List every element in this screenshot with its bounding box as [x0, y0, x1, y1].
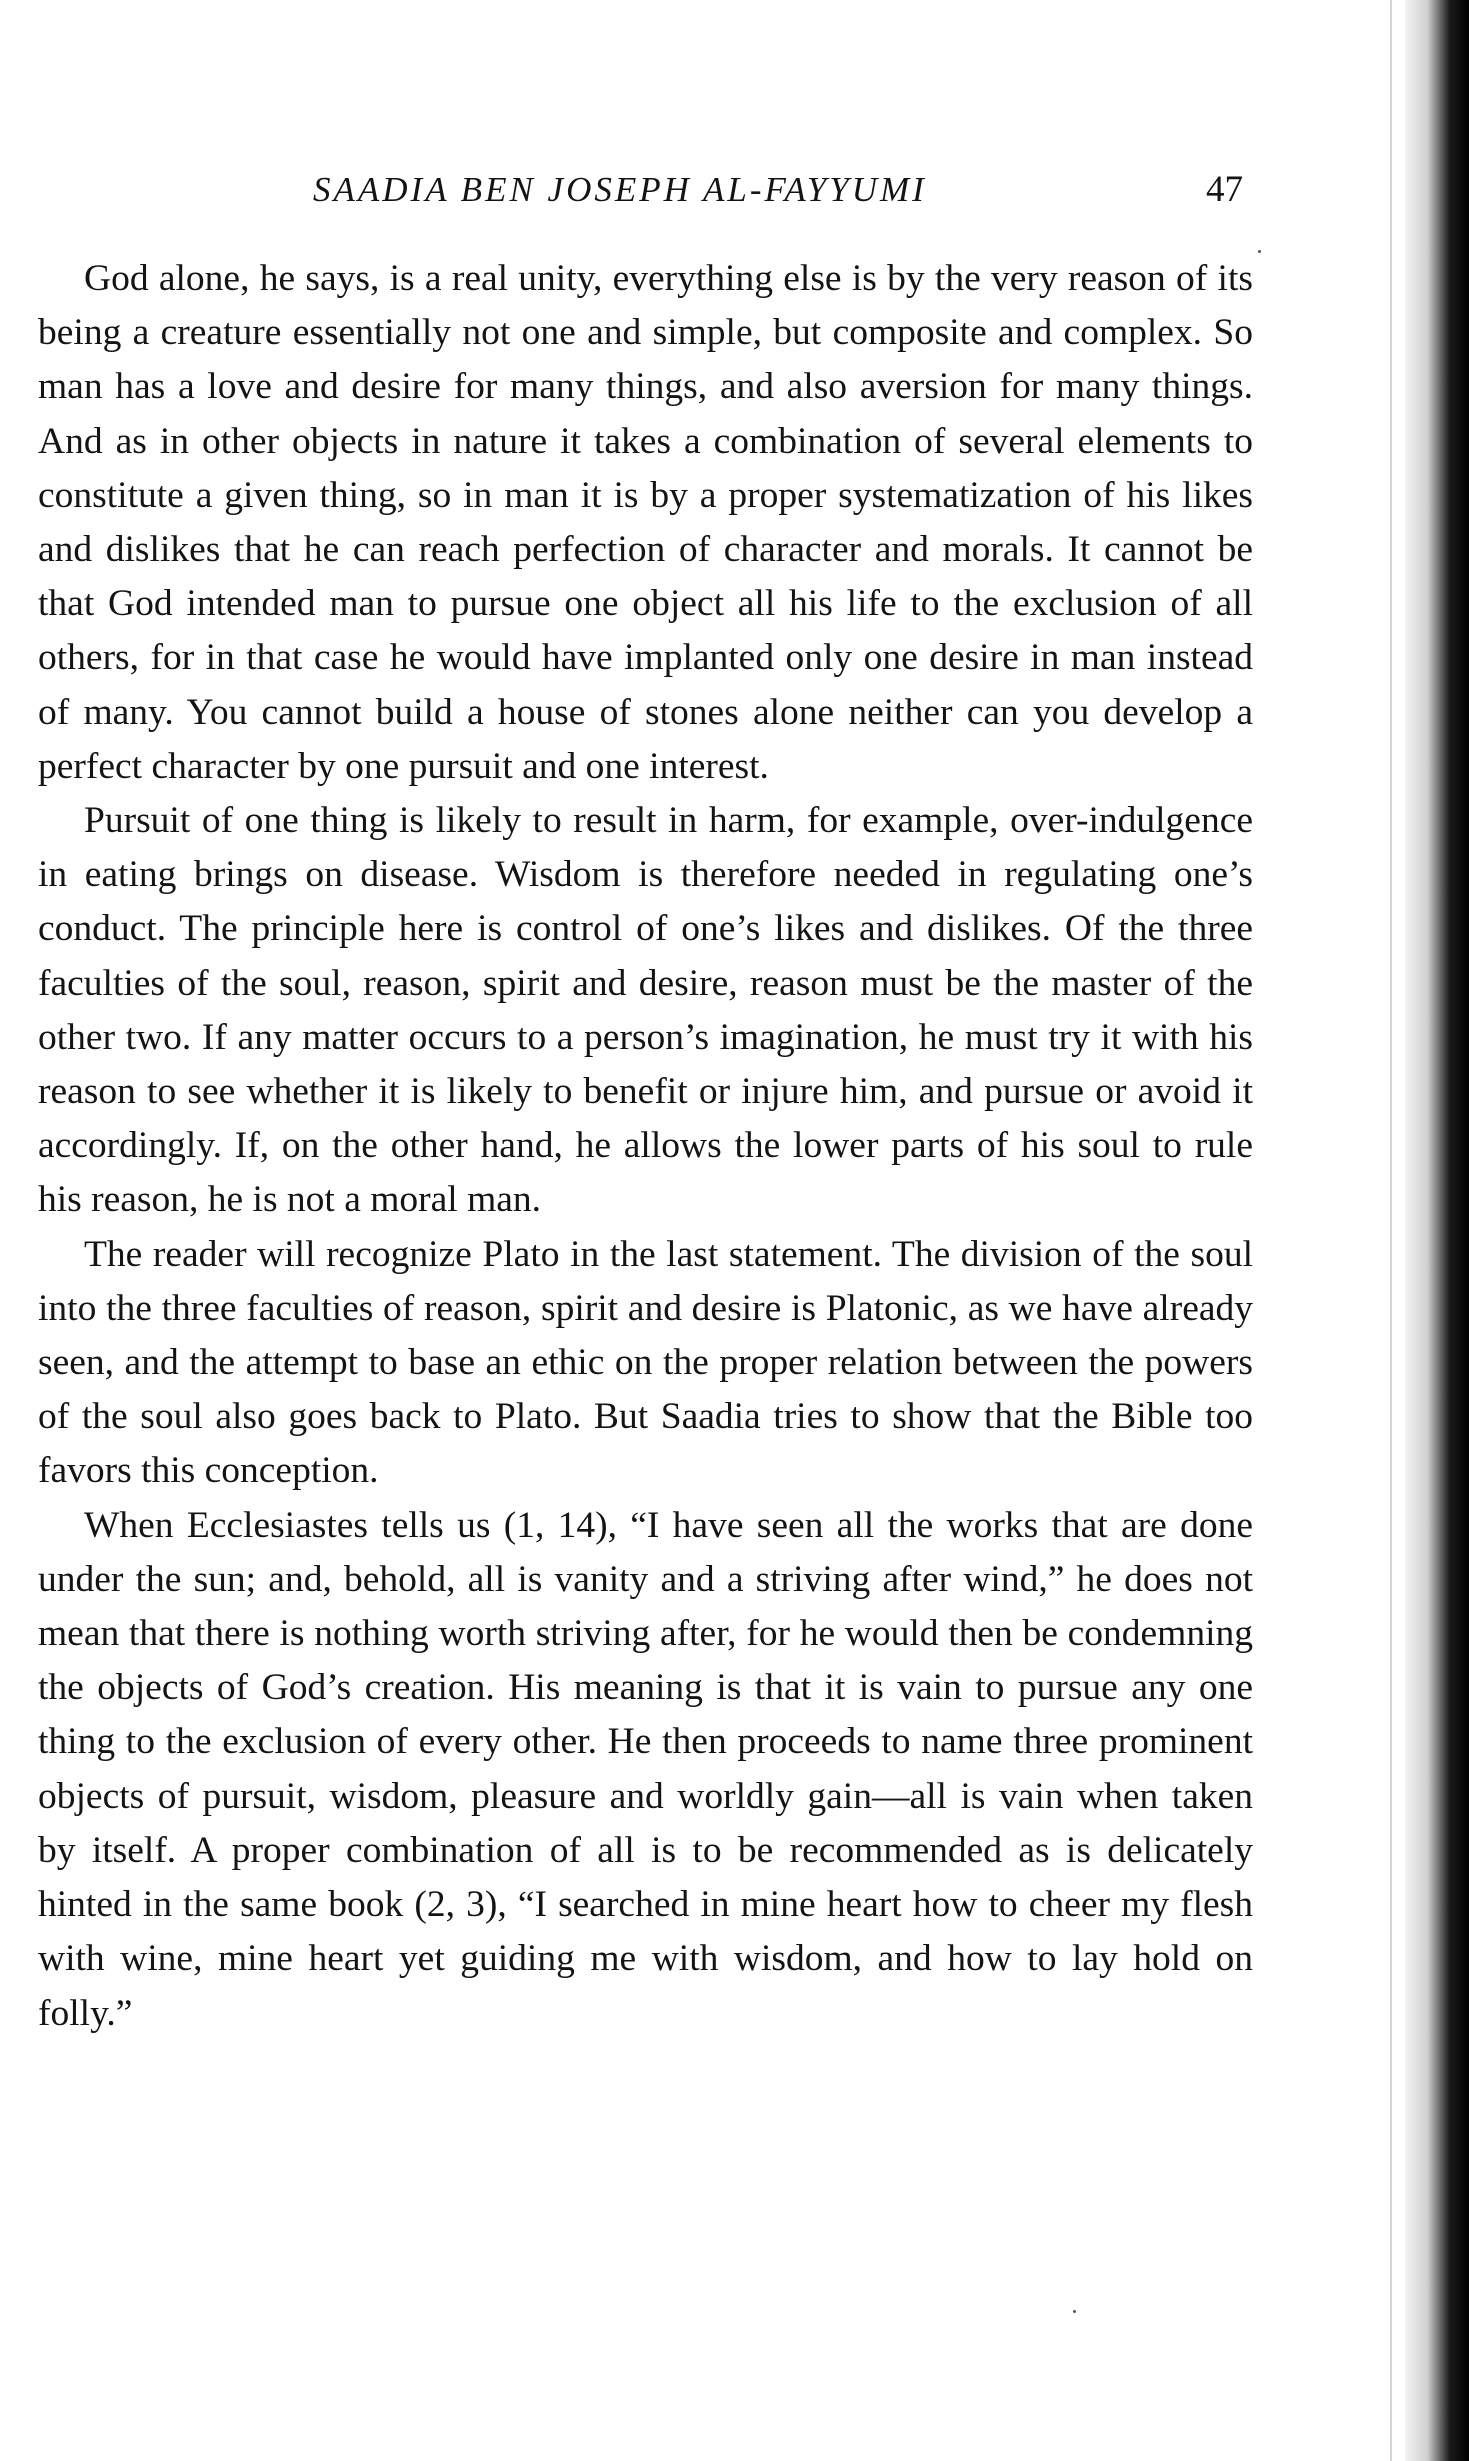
paragraph: The reader will recognize Plato in the last statement. The division of the soul into the three faculties of reason, spirit and desire is Platonic, as we have already seen, and the attempt to base an ethic on the proper relation between the powers of the soul also goes back to Plato. But Saadia tries to show that the Bible too favors this conception. — [38, 1233, 1253, 1492]
scan-edge — [1390, 0, 1392, 2461]
paragraph: God alone, he says, is a real unity, everything else is by the very reason of its being a creature essentially not one and simple, but composite and complex. So man has a love and desire for many things, and also aversion for many things. And as in other objects in nature it takes a combination of several elements to constitute a given thing, so in man it is by a proper systematization of his likes and dislikes that he can reach perfection of character and morals. It cannot be that God intended man to pursue one object all his life to the exclusion of all others, for in that case he would have implanted only one desire in man instead of many. You cannot build a house of stones alone neither can you develop a perfect character by one pursuit and one interest. — [38, 258, 1253, 787]
page-edge-shadow — [1405, 0, 1469, 2461]
body-text — [38, 252, 1253, 2041]
scan-speck — [1073, 2310, 1076, 2313]
scan-speck — [1258, 250, 1261, 253]
page-header — [38, 165, 1243, 215]
paragraph: When Ecclesiastes tells us (1, 14), “I have seen all the works that are done under the sun; and, behold, all is vanity and a striving after wind,” he does not mean that there is nothing worth striving after, for he would then be condemning the objects of God’s creation. His meaning is that it is vain to pursue any one thing to the exclusion of every other. He then proceeds to name three prominent objects of pursuit, wisdom, pleasure and worldly gain—all is vain when taken by itself. A proper combination of all is to be recommended as is delicately hinted in the same book (2, 3), “I searched in mine heart how to cheer my flesh with wine, mine heart yet guiding me with wisdom, and how to lay hold on folly.” — [38, 1504, 1253, 2034]
page-number: 47 — [1206, 169, 1243, 210]
paragraph: Pursuit of one thing is likely to result in harm, for example, over-indulgence in eating brings on disease. Wisdom is therefore needed in regulating one’s conduct. The principle here is control of one’s likes and dislikes. Of the three faculties of the soul, reason, spirit and desire, reason must be the master of the other two. If any matter occurs to a person’s imagination, he must try it with his reason to see whether it is likely to benefit or injure him, and pursue or avoid it accordingly. If, on the other hand, he allows the lower parts of his soul to rule his reason, he is not a moral man. — [38, 800, 1253, 1221]
running-title: SAADIA BEN JOSEPH AL-FAYYUMI — [313, 170, 927, 209]
